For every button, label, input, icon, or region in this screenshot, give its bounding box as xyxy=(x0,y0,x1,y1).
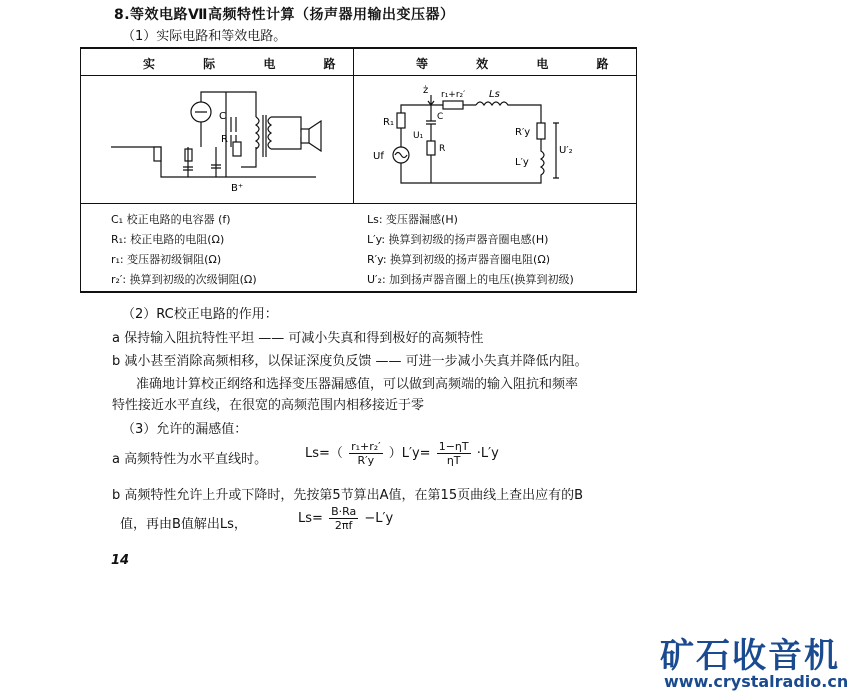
equivalent-circuit-diagram xyxy=(371,83,571,198)
label-ly: L′y xyxy=(515,157,529,168)
formula-a-mid: ）L′y= xyxy=(388,446,431,461)
legend-right-2: R′y: 换算到初级的扬声器音圈电阻(Ω) xyxy=(367,253,551,266)
section2-item-b: b 减小甚至消除高频相移，以保证深度负反馈 —— 可进一步减小失真并降低内阻。 xyxy=(112,354,588,369)
formula-b-lhs: Ls= xyxy=(298,511,323,526)
label-ry: R′y xyxy=(515,127,531,138)
legend-right-1: L′y: 换算到初级的扬声器音圈电感(H) xyxy=(367,233,549,246)
formula-a-denominator2: ηT xyxy=(446,454,461,467)
header-equivalent-circuit: 等 效 电 路 xyxy=(416,57,631,71)
formula-b-numerator: B·Ra xyxy=(331,505,357,518)
legend-left-0: C₁ 校正电路的电容器 (f) xyxy=(111,213,231,226)
page-number: 14 xyxy=(111,553,130,568)
legend-left-2: r₁: 变压器初级铜阻(Ω) xyxy=(111,253,222,266)
section3-item-b-line2: 值，再由B值解出Ls， xyxy=(120,517,247,532)
formula-a-lhs: Ls=（ xyxy=(305,446,343,461)
label-b-plus: B⁺ xyxy=(231,183,244,194)
label-uf: Uf xyxy=(373,151,384,162)
formula-a xyxy=(305,440,499,467)
watermark-url: www.crystalradio.cn xyxy=(664,672,848,691)
formula-a-denominator: R′y xyxy=(357,454,375,467)
section-heading: 8.等效电路Ⅶ高频特性计算（扬声器用输出变压器） xyxy=(114,7,455,23)
real-circuit-diagram xyxy=(111,87,331,197)
formula-a-tail: ·L′y xyxy=(476,446,499,461)
section2-paragraph-line1: 准确地计算校正纲络和选择变压器漏感值，可以做到高频端的输入阻抗和频率 xyxy=(136,377,579,392)
formula-a-numerator2: 1−ηT xyxy=(438,440,469,453)
section2-item-a: a 保持输入阻抗特性平坦 —— 可减小失真和得到极好的高频特性 xyxy=(112,331,484,346)
section3-title: （3）允许的漏感值： xyxy=(122,422,248,437)
label-r1-r2: r₁+r₂′ xyxy=(441,90,466,100)
formula-b-denominator: 2πf xyxy=(334,519,353,532)
formula-b-tail: −L′y xyxy=(364,511,394,526)
section2-title: （2）RC校正电路的作用： xyxy=(122,307,278,322)
section3-item-b-line1: b 高频特性允许上升或下降时，先按第5节算出A值，在第15页曲线上查出应有的B xyxy=(112,488,584,503)
formula-a-numerator: r₁+r₂′ xyxy=(351,440,381,453)
label-u2: U′₂ xyxy=(559,145,573,156)
formula-b xyxy=(298,505,393,532)
legend-left-1: R₁: 校正电路的电阻(Ω) xyxy=(111,233,225,246)
label-u1: U₁ xyxy=(413,131,424,141)
label-ls: Ls xyxy=(489,89,500,100)
label-c: C xyxy=(219,111,226,122)
legend-left-3: r₂′: 换算到初级的次级铜阻(Ω) xyxy=(111,273,257,286)
label-r-eq: R xyxy=(439,144,446,154)
legend-right-3: U′₂: 加到扬声器音圈上的电压(换算到初级) xyxy=(367,273,574,286)
section2-paragraph-line2: 特性接近水平直线，在很宽的高频范围内相移接近于零 xyxy=(112,398,425,413)
watermark-logo: 矿石收音机 xyxy=(660,636,840,676)
legend-right-0: Ls: 变压器漏感(H) xyxy=(367,213,458,226)
label-r: R xyxy=(221,134,228,145)
label-z: ż xyxy=(423,85,429,96)
label-c-eq: C xyxy=(437,112,444,122)
circuit-table xyxy=(80,47,637,293)
header-real-circuit: 实 际 电 路 xyxy=(143,57,358,71)
label-r1: R₁ xyxy=(383,117,394,128)
subheading-circuits: （1）实际电路和等效电路。 xyxy=(122,29,287,44)
section3-item-a: a 高频特性为水平直线时。 xyxy=(112,452,268,467)
